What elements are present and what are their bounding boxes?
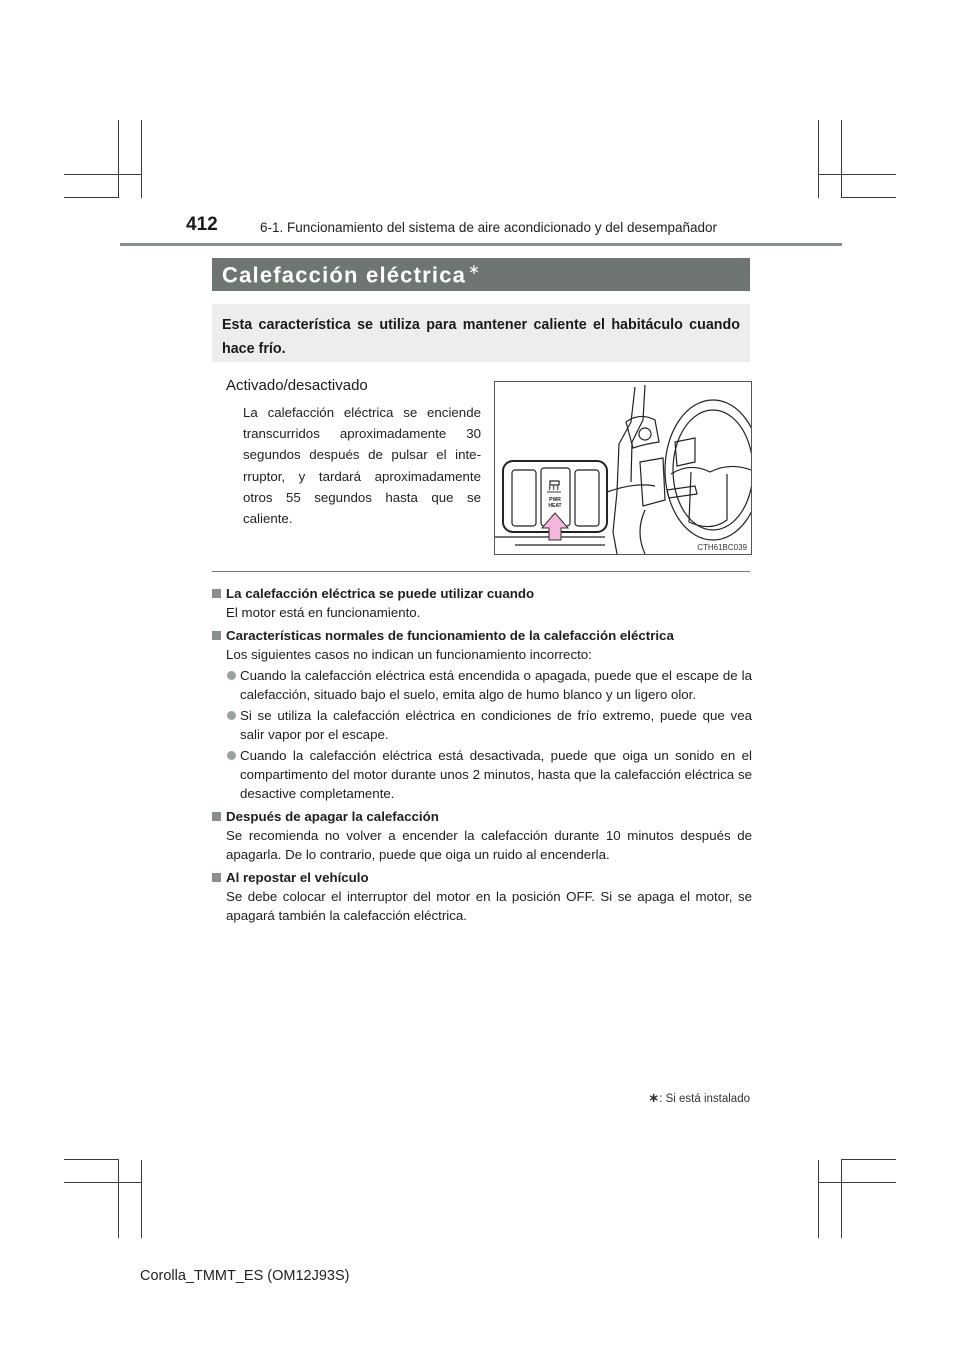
running-header: 6-1. Funcionamiento del sistema de aire acondicionado y del desempañador bbox=[260, 220, 718, 235]
list-item: Cuando la calefacción eléctrica está desactivada, puede que oiga un sonido en el compartimento del motor durante unos 2 minutos, hasta que la calefacción eléctrica se desactive completamente. bbox=[212, 746, 752, 803]
note-heading: Al repostar el vehículo bbox=[212, 868, 752, 887]
square-bullet-icon bbox=[212, 631, 221, 640]
crop-mark bbox=[841, 197, 896, 198]
note-heading: La calefacción eléctrica se puede utilizar cuando bbox=[212, 584, 752, 603]
note-body: Se debe colocar el interruptor del motor en la posición OFF. Si se apaga el motor, se apagará también la calefacción eléctrica. bbox=[226, 889, 752, 923]
list-item: Si se utiliza la calefacción eléctrica en condiciones de frío extremo, puede que vea salir vapor por el escape. bbox=[212, 706, 752, 744]
crop-mark bbox=[141, 120, 142, 198]
crop-mark bbox=[64, 1182, 142, 1183]
optional-mark: ∗ bbox=[468, 261, 482, 277]
intro-box: Esta característica se utiliza para mantener caliente el habitáculo cuando hace frío. bbox=[212, 304, 750, 362]
note-body: Se recomienda no volver a encender la calefacción durante 10 minutos después de apagarla. De lo contrario, puede que oiga un ruido al encenderla. bbox=[226, 828, 752, 862]
note-heading: Características normales de funcionamiento de la calefacción eléctrica bbox=[212, 626, 752, 645]
footnote-text: : Si está instalado bbox=[659, 1093, 750, 1105]
crop-mark bbox=[818, 1160, 819, 1238]
circle-bullet-icon bbox=[227, 671, 236, 680]
item-description: La calefacción eléctrica se enciende transcurridos aproximadamente 30 segundos después de pulsar el inte-rruptor, y tardará aproximadamente otros 55 segundos hasta que se caliente. bbox=[243, 405, 481, 527]
crop-mark bbox=[64, 197, 119, 198]
figure-code: CTH61BC039 bbox=[697, 543, 747, 552]
crop-mark bbox=[818, 1182, 896, 1183]
crop-mark bbox=[64, 174, 142, 175]
crop-mark bbox=[818, 174, 896, 175]
note-normal-operation bbox=[212, 626, 752, 803]
section-title-bar bbox=[212, 258, 750, 291]
note-refueling bbox=[212, 868, 752, 925]
circle-bullet-icon bbox=[227, 711, 236, 720]
crop-mark bbox=[818, 120, 819, 198]
crop-mark bbox=[841, 1160, 842, 1238]
section-divider bbox=[212, 571, 750, 572]
note-body: Los siguientes casos no indican un funcionamiento incorrecto: bbox=[226, 647, 592, 662]
switch-label-pwr: PWR bbox=[549, 497, 561, 503]
crop-mark bbox=[841, 120, 842, 198]
footnote-mark: ∗ bbox=[648, 1090, 660, 1105]
list-item: Cuando la calefacción eléctrica está encendida o apagada, puede que el escape de la calefacción, situado bajo el suelo, emita algo de humo blanco y un ligero olor. bbox=[212, 666, 752, 704]
page-number: 412 bbox=[186, 214, 218, 235]
crop-mark bbox=[141, 1160, 142, 1238]
crop-mark bbox=[118, 120, 119, 198]
crop-mark bbox=[64, 1159, 119, 1160]
footer-model: Corolla_TMMT_ES (OM12J93S) bbox=[140, 1268, 350, 1284]
switch-label-heat: HEAT bbox=[548, 503, 562, 509]
note-heading: Después de apagar la calefacción bbox=[212, 807, 752, 826]
item-label: Activado/desactivado bbox=[226, 377, 368, 394]
switch-illustration bbox=[494, 381, 752, 555]
dashboard-drawing bbox=[495, 382, 751, 554]
note-body: El motor está en funcionamiento. bbox=[226, 605, 421, 620]
section-title: Calefacción eléctrica bbox=[222, 262, 467, 288]
note-after-off bbox=[212, 807, 752, 864]
square-bullet-icon bbox=[212, 873, 221, 882]
square-bullet-icon bbox=[212, 812, 221, 821]
crop-mark bbox=[118, 1160, 119, 1238]
notes-list bbox=[212, 584, 752, 929]
circle-bullet-icon bbox=[227, 751, 236, 760]
note-availability bbox=[212, 584, 752, 622]
header-rule bbox=[120, 243, 842, 246]
footnote bbox=[648, 1090, 750, 1106]
square-bullet-icon bbox=[212, 589, 221, 598]
crop-mark bbox=[841, 1159, 896, 1160]
